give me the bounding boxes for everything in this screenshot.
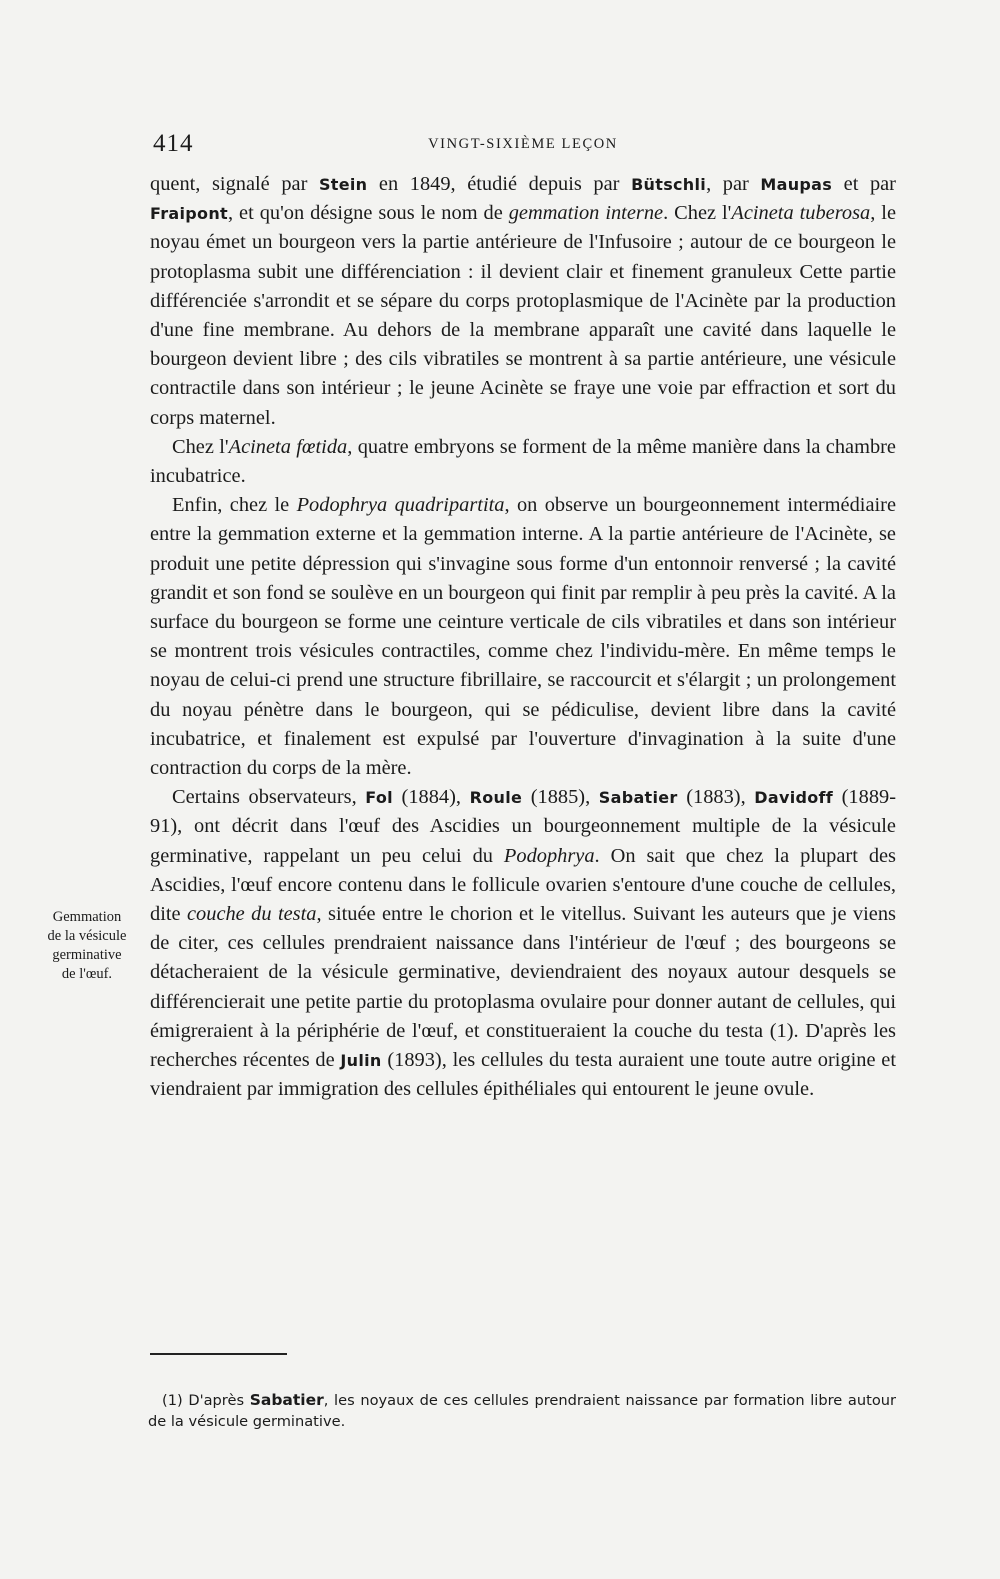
margin-note [32, 908, 142, 984]
margin-note-line: Gemmation [52, 909, 122, 925]
footnote [148, 1390, 896, 1432]
author-name: Bütschli [631, 175, 707, 194]
margin-note-line: de la vésicule [47, 928, 127, 944]
author-name: Stein [318, 175, 368, 194]
text-run: et par [832, 173, 896, 195]
author-name: Roule [469, 788, 523, 808]
italic-term: gemmation interne [508, 202, 664, 225]
text-run: , on observe un bourgeonnement intermédiaire entre la gemmation externe et la gemmation interne. A la partie antérieure de l'Acinète, se produit une petite dépression qui s'invagine sous forme d'un entonnoir renversé ; la cavité grandit et son fond se soulève en un bourgeon qui finit par remplir à peu près la cavité. A la surface du bourgeon se forme une ceinture verticale de cils vibratiles et dans son intérieur se montrent trois vésicules contractiles, comme chez l'individu-mère. En même temps le noyau de celui-ci prend une structure fibrillaire, se raccourcit et s'élargit ; un prolongement du noyau pénètre dans le bourgeon, qui se pédiculise, devient libre dans la cavité incubatrice, et finalement est expulsé par l'ouverture d'invagination à la suite d'une contraction du corps de la mère. [150, 494, 896, 780]
author-name: Fraipont [150, 204, 228, 224]
italic-term: Acineta fœtida [228, 435, 348, 458]
text-run: (1884), [392, 786, 470, 809]
text-run: (1883), [677, 786, 755, 809]
text-run: Certains observateurs, [172, 786, 366, 809]
text-run: (1) D'après [162, 1392, 250, 1409]
author-name: Davidoff [754, 788, 834, 808]
running-head: VINGT-SIXIÈME LEÇON [428, 136, 618, 152]
page-number: 414 [153, 130, 194, 157]
footnote-text [148, 1390, 896, 1432]
footnote-rule [150, 1353, 287, 1355]
text-run: (1885), [522, 786, 599, 809]
text-run: . Chez l' [663, 202, 732, 225]
text-run: , située entre le chorion et le vitellus. Suivant les auteurs que je viens de citer, ces cellules prendraient naissance dans l'intérieur de l'œuf ; des bourgeons se détacheraient de la vésicule germinative, deviendraient des noyaux autour desquels se différencierait une petite partie du protoplasma ovulaire pour donner autant de cellules, qui émigreraient à la périphérie de l'œuf, et constitueraient la couche du testa (1). D'après les recherches récentes de [150, 903, 896, 1072]
text-run: , le noyau émet un bourgeon vers la partie antérieure de l'Infusoire ; autour de ce bourgeon le protoplasma subit une différenciation : il devient clair et finement granuleux Cette partie différenciée s'arrondit et se sépare du corps protoplasmique de l'Acinète par la production d'une fine membrane. Au dehors de la membrane apparaît une cavité dans laquelle le bourgeon devient libre ; des cils vibratiles se montrent à sa partie antérieure, une vésicule contractile dans son intérieur ; le jeune Acinète se fraye une voie par effraction et sort du corps maternel. [150, 202, 896, 429]
author-name: Sabatier [598, 788, 678, 808]
italic-term: Acineta tuberosa [731, 202, 871, 225]
text-run: (1893), les cellules du testa auraient une toute autre origine et viendraient par immigration des cellules épithéliales qui entourent le jeune ovule. [150, 1049, 897, 1101]
margin-note-line: germinative [52, 947, 122, 963]
paragraph [150, 433, 896, 491]
text-run: Enfin, chez le [172, 494, 297, 517]
text-run: . On sait que chez la plupart des Ascidies, l'œuf encore contenu dans le follicule ovarien s'entoure d'une couche de cellules, dite [150, 844, 896, 926]
italic-term: Podophrya [503, 844, 595, 867]
author-name: Sabatier [249, 1391, 324, 1409]
paragraph [150, 491, 896, 783]
italic-term: couche du testa [187, 903, 317, 926]
text-run: , les noyaux de ces cellules prendraient naissance par formation libre autour de la vésicule germinative. [148, 1392, 896, 1430]
text-run: Chez l' [172, 435, 229, 458]
text-run: (1889-91), ont décrit dans l'œuf des Ascidies un bourgeonnement multiple de la vésicule germinative, rappelant un peu celui du [150, 786, 896, 867]
italic-term: Podophrya quadripartita [296, 494, 505, 517]
author-name: Julin [340, 1051, 382, 1071]
author-name: Fol [365, 788, 393, 808]
paragraph [150, 170, 896, 433]
page-header [150, 130, 896, 162]
text-run: quent, signalé par [150, 173, 319, 195]
margin-note-line: de l'œuf. [61, 966, 113, 982]
author-name: Maupas [760, 175, 833, 194]
paragraph [150, 783, 896, 1104]
text-run: en 1849, étudié depuis par [367, 173, 632, 195]
text-run: , et qu'on désigne sous le nom de [227, 202, 509, 225]
text-run: , par [706, 173, 761, 195]
body-text [150, 170, 896, 1105]
text-run: , quatre embryons se forment de la même manière dans la chambre incubatrice. [150, 435, 896, 488]
